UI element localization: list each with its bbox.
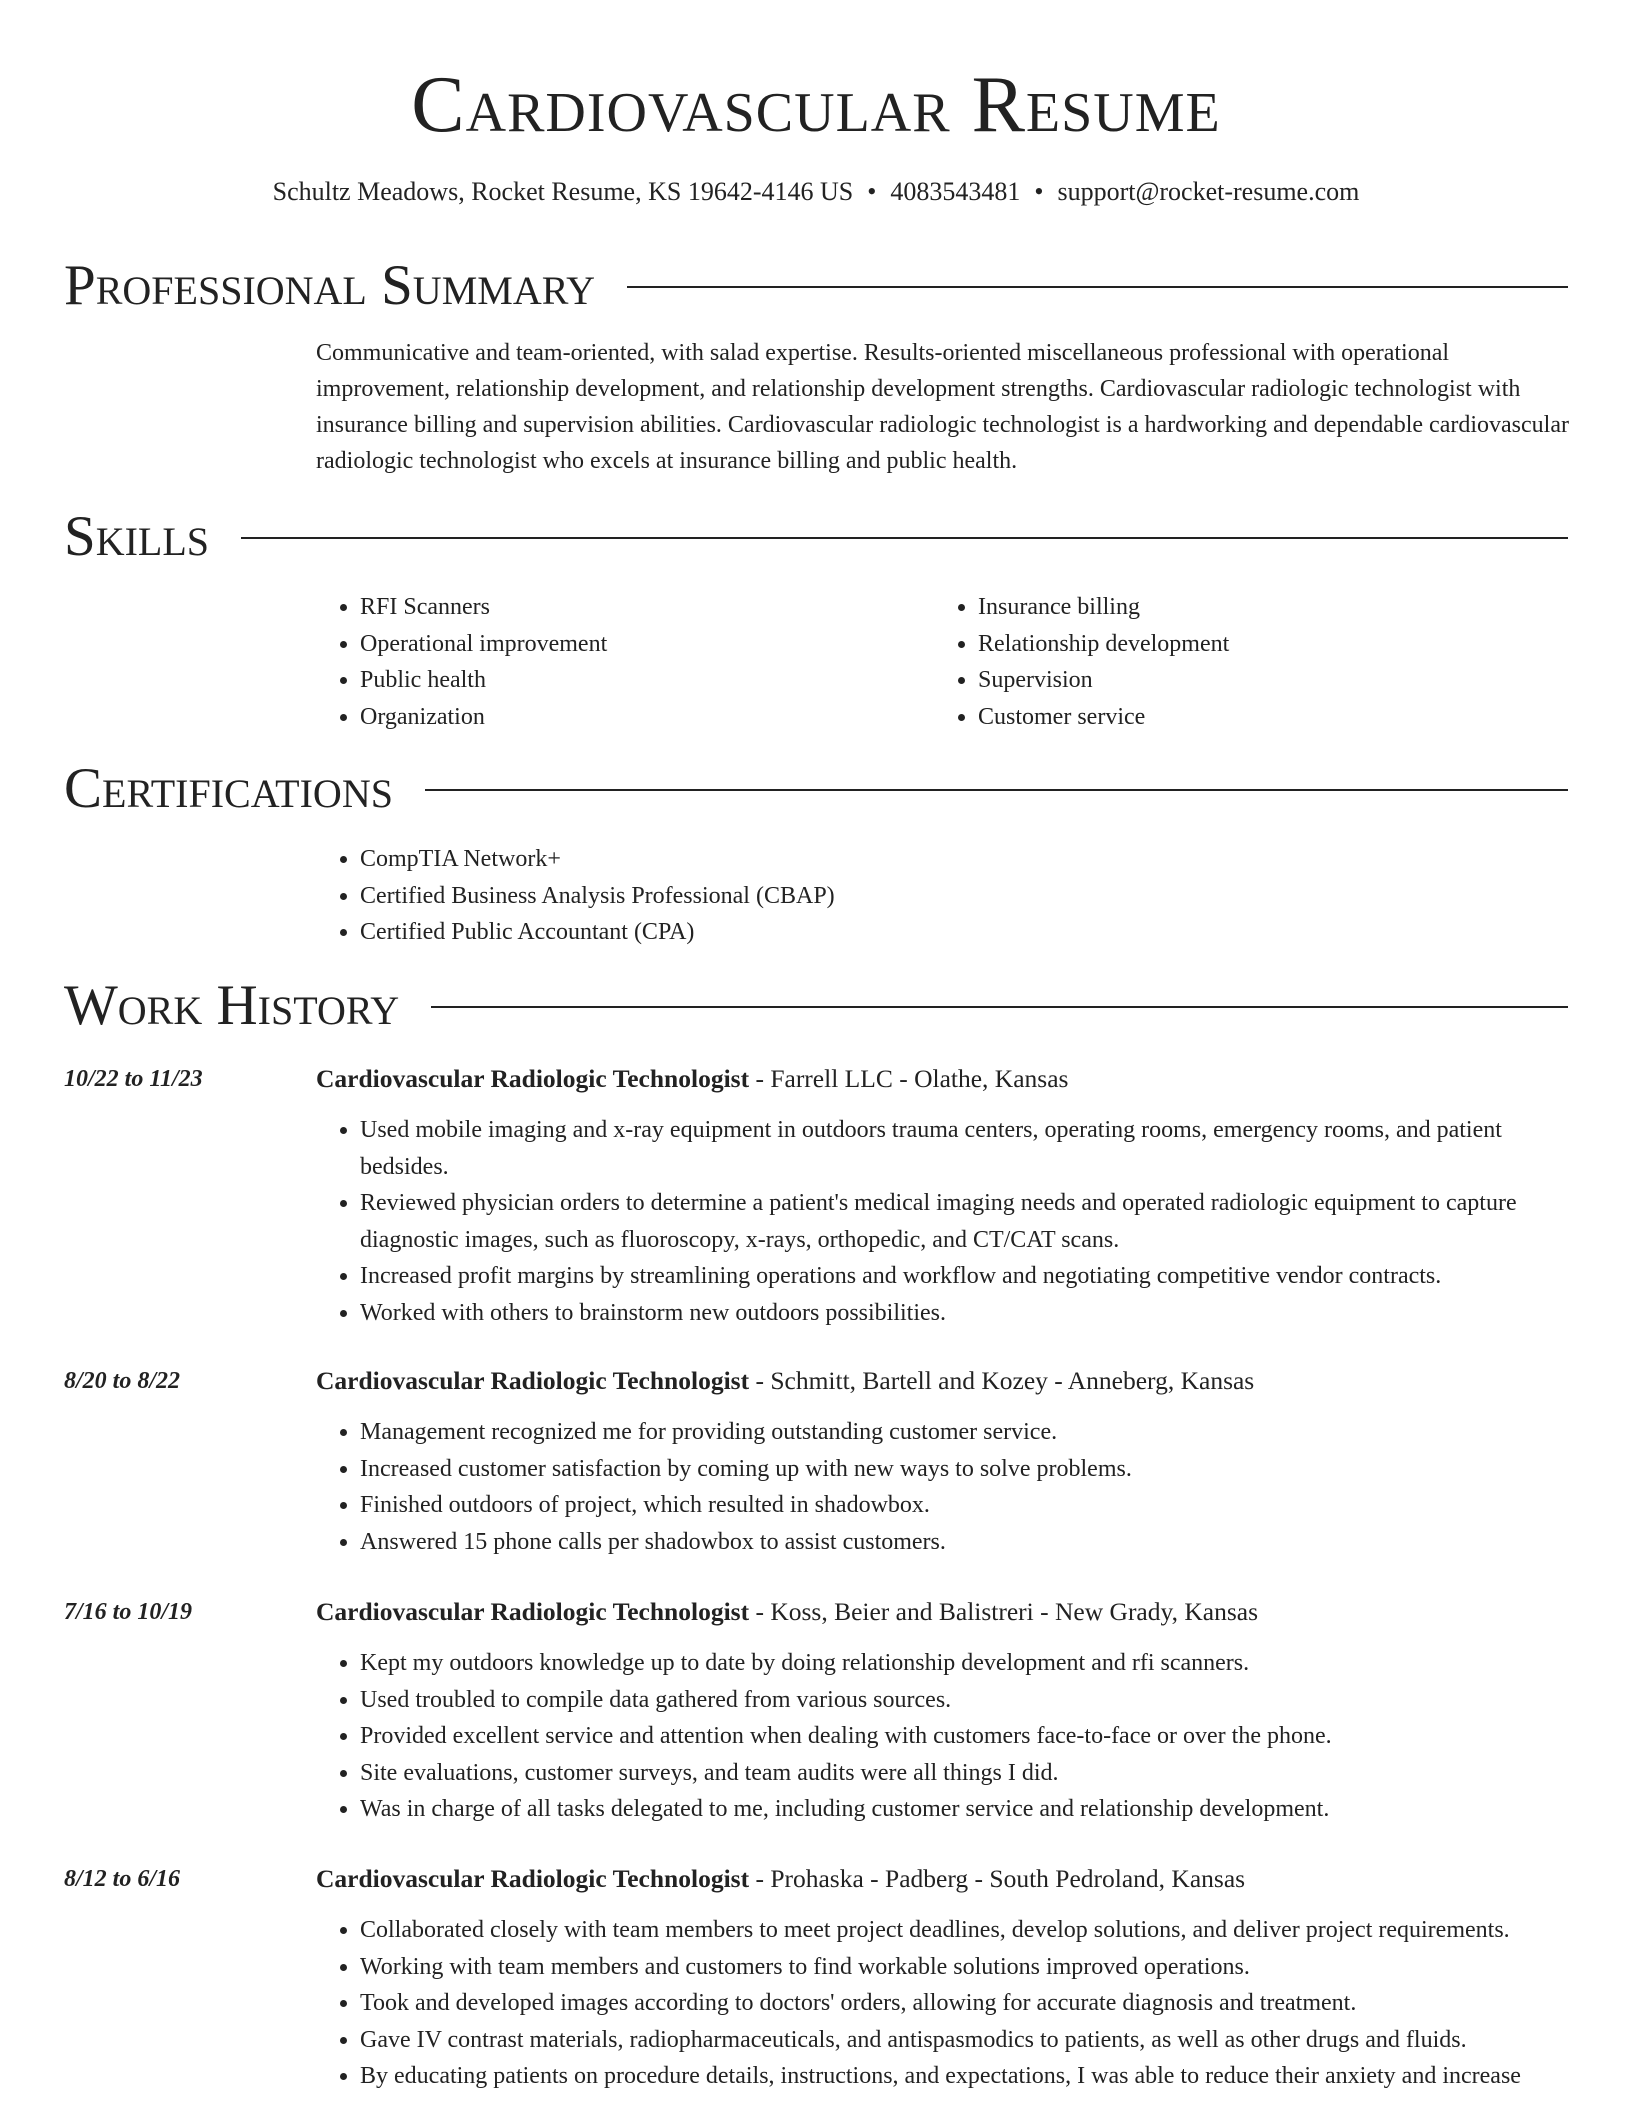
job-dates: 8/20 to 8/22: [64, 1368, 181, 1394]
job-title: Cardiovascular Radiologic Technologist: [316, 1597, 750, 1626]
section-title-certifications: Certifications: [64, 757, 393, 820]
certification-item: • CompTIA Network+: [360, 841, 1570, 878]
section-rule: [425, 789, 1568, 791]
duty-item: • Was in charge of all tasks delegated to me, including customer service and relationship development.: [360, 1791, 1570, 1828]
certifications-list: [316, 841, 1570, 951]
section-title-work-history: Work History: [64, 974, 400, 1037]
certification-item: • Certified Business Analysis Professional (CBAP): [360, 878, 1570, 915]
duty-item: • Used troubled to compile data gathered from various sources.: [360, 1682, 1570, 1719]
job-company: - Koss, Beier and Balistreri - New Grady, Kansas: [749, 1597, 1258, 1626]
job-company: - Farrell LLC - Olathe, Kansas: [749, 1064, 1069, 1093]
resume-title: Cardiovascular Resume: [411, 61, 1221, 149]
job-duties: [316, 1112, 1570, 1331]
job-title: Cardiovascular Radiologic Technologist: [316, 1366, 750, 1395]
duty-item: • Took and developed images according to doctors' orders, allowing for accurate diagnosis and treatment.: [360, 1985, 1570, 2022]
job-company: - Prohaska - Padberg - South Pedroland, Kansas: [749, 1864, 1246, 1893]
job-duties: [316, 1912, 1570, 2095]
skill-item: • Insurance billing: [978, 589, 1552, 626]
contact-email: support@rocket-resume.com: [1057, 177, 1360, 206]
job-title: Cardiovascular Radiologic Technologist: [316, 1864, 750, 1893]
section-header-skills: [64, 505, 1568, 569]
job-dates: 8/12 to 6/16: [64, 1866, 181, 1892]
section-title-summary: Professional Summary: [64, 254, 596, 317]
duty-item: • Used mobile imaging and x-ray equipment in outdoors trauma centers, operating rooms, emergency rooms, and patient bedsides.: [360, 1112, 1570, 1185]
job-duties: [316, 1414, 1570, 1560]
skill-item: • Operational improvement: [360, 626, 934, 663]
skill-item: • RFI Scanners: [360, 589, 934, 626]
contact-line: [0, 174, 1632, 210]
duty-item: • Provided excellent service and attention when dealing with customers face-to-face or over the phone.: [360, 1718, 1570, 1755]
section-header-certifications: [64, 757, 1568, 821]
job-company: - Schmitt, Bartell and Kozey - Anneberg, Kansas: [749, 1366, 1255, 1395]
duty-item: • Finished outdoors of project, which resulted in shadowbox.: [360, 1487, 1570, 1524]
duty-item: • Management recognized me for providing outstanding customer service.: [360, 1414, 1570, 1451]
section-header-summary: [64, 254, 1568, 318]
duty-item: • By educating patients on procedure details, instructions, and expectations, I was able to reduce their anxiety and increase: [360, 2058, 1570, 2095]
section-header-work-history: [64, 974, 1568, 1038]
duty-item: • Increased profit margins by streamlining operations and workflow and negotiating competitive vendor contracts.: [360, 1258, 1570, 1295]
duty-item: • Gave IV contrast materials, radiopharmaceuticals, and antispasmodics to patients, as well as other drugs and fluids.: [360, 2022, 1570, 2059]
section-title-skills: Skills: [64, 505, 210, 568]
skill-item: • Relationship development: [978, 626, 1552, 663]
skills-column-right: [934, 589, 1552, 735]
job-heading: [316, 1061, 1068, 1097]
job-heading: [316, 1594, 1258, 1630]
duty-item: • Reviewed physician orders to determine a patient's medical imaging needs and operated radiologic equipment to capture diagnostic images, such as fluoroscopy, x-rays, orthopedic, and CT/CAT scans.: [360, 1185, 1570, 1258]
contact-separator: •: [1034, 177, 1044, 206]
duty-item: • Working with team members and customers to find workable solutions improved operations.: [360, 1949, 1570, 1986]
job-dates: 10/22 to 11/23: [64, 1066, 203, 1092]
duty-item: • Increased customer satisfaction by coming up with new ways to solve problems.: [360, 1451, 1570, 1488]
job-heading: [316, 1861, 1245, 1897]
contact-separator: •: [867, 177, 877, 206]
skills-column-left: [316, 589, 934, 735]
skills-list: [316, 589, 1570, 735]
duty-item: • Worked with others to brainstorm new outdoors possibilities.: [360, 1295, 1570, 1332]
job-duties: [316, 1645, 1570, 1828]
skill-item: • Organization: [360, 699, 934, 736]
section-rule: [627, 286, 1568, 288]
summary-text: Communicative and team-oriented, with salad expertise. Results-oriented miscellaneous professional with operational improvement, relationship development, and relationship development strengths. Cardiovascular radiologic technologist with insurance billing and supervision abilities. Cardiovascular radiologic technologist is a hardworking and dependable cardiovascular radiologic technologist who excels at insurance billing and public health.: [316, 340, 1569, 474]
contact-phone: 4083543481: [890, 177, 1021, 206]
duty-item: • Kept my outdoors knowledge up to date by doing relationship development and rfi scanners.: [360, 1645, 1570, 1682]
section-rule: [431, 1006, 1568, 1008]
duty-item: • Site evaluations, customer surveys, and team audits were all things I did.: [360, 1755, 1570, 1792]
duty-item: • Answered 15 phone calls per shadowbox to assist customers.: [360, 1524, 1570, 1561]
skill-item: • Public health: [360, 662, 934, 699]
certification-item: • Certified Public Accountant (CPA): [360, 914, 1570, 951]
section-rule: [241, 537, 1568, 539]
job-dates: 7/16 to 10/19: [64, 1599, 193, 1625]
skill-item: • Customer service: [978, 699, 1552, 736]
duty-item: • Collaborated closely with team members to meet project deadlines, develop solutions, and deliver project requirements.: [360, 1912, 1570, 1949]
job-title: Cardiovascular Radiologic Technologist: [316, 1064, 750, 1093]
skill-item: • Supervision: [978, 662, 1552, 699]
contact-address: Schultz Meadows, Rocket Resume, KS 19642-4146 US: [272, 177, 854, 206]
job-heading: [316, 1363, 1254, 1399]
